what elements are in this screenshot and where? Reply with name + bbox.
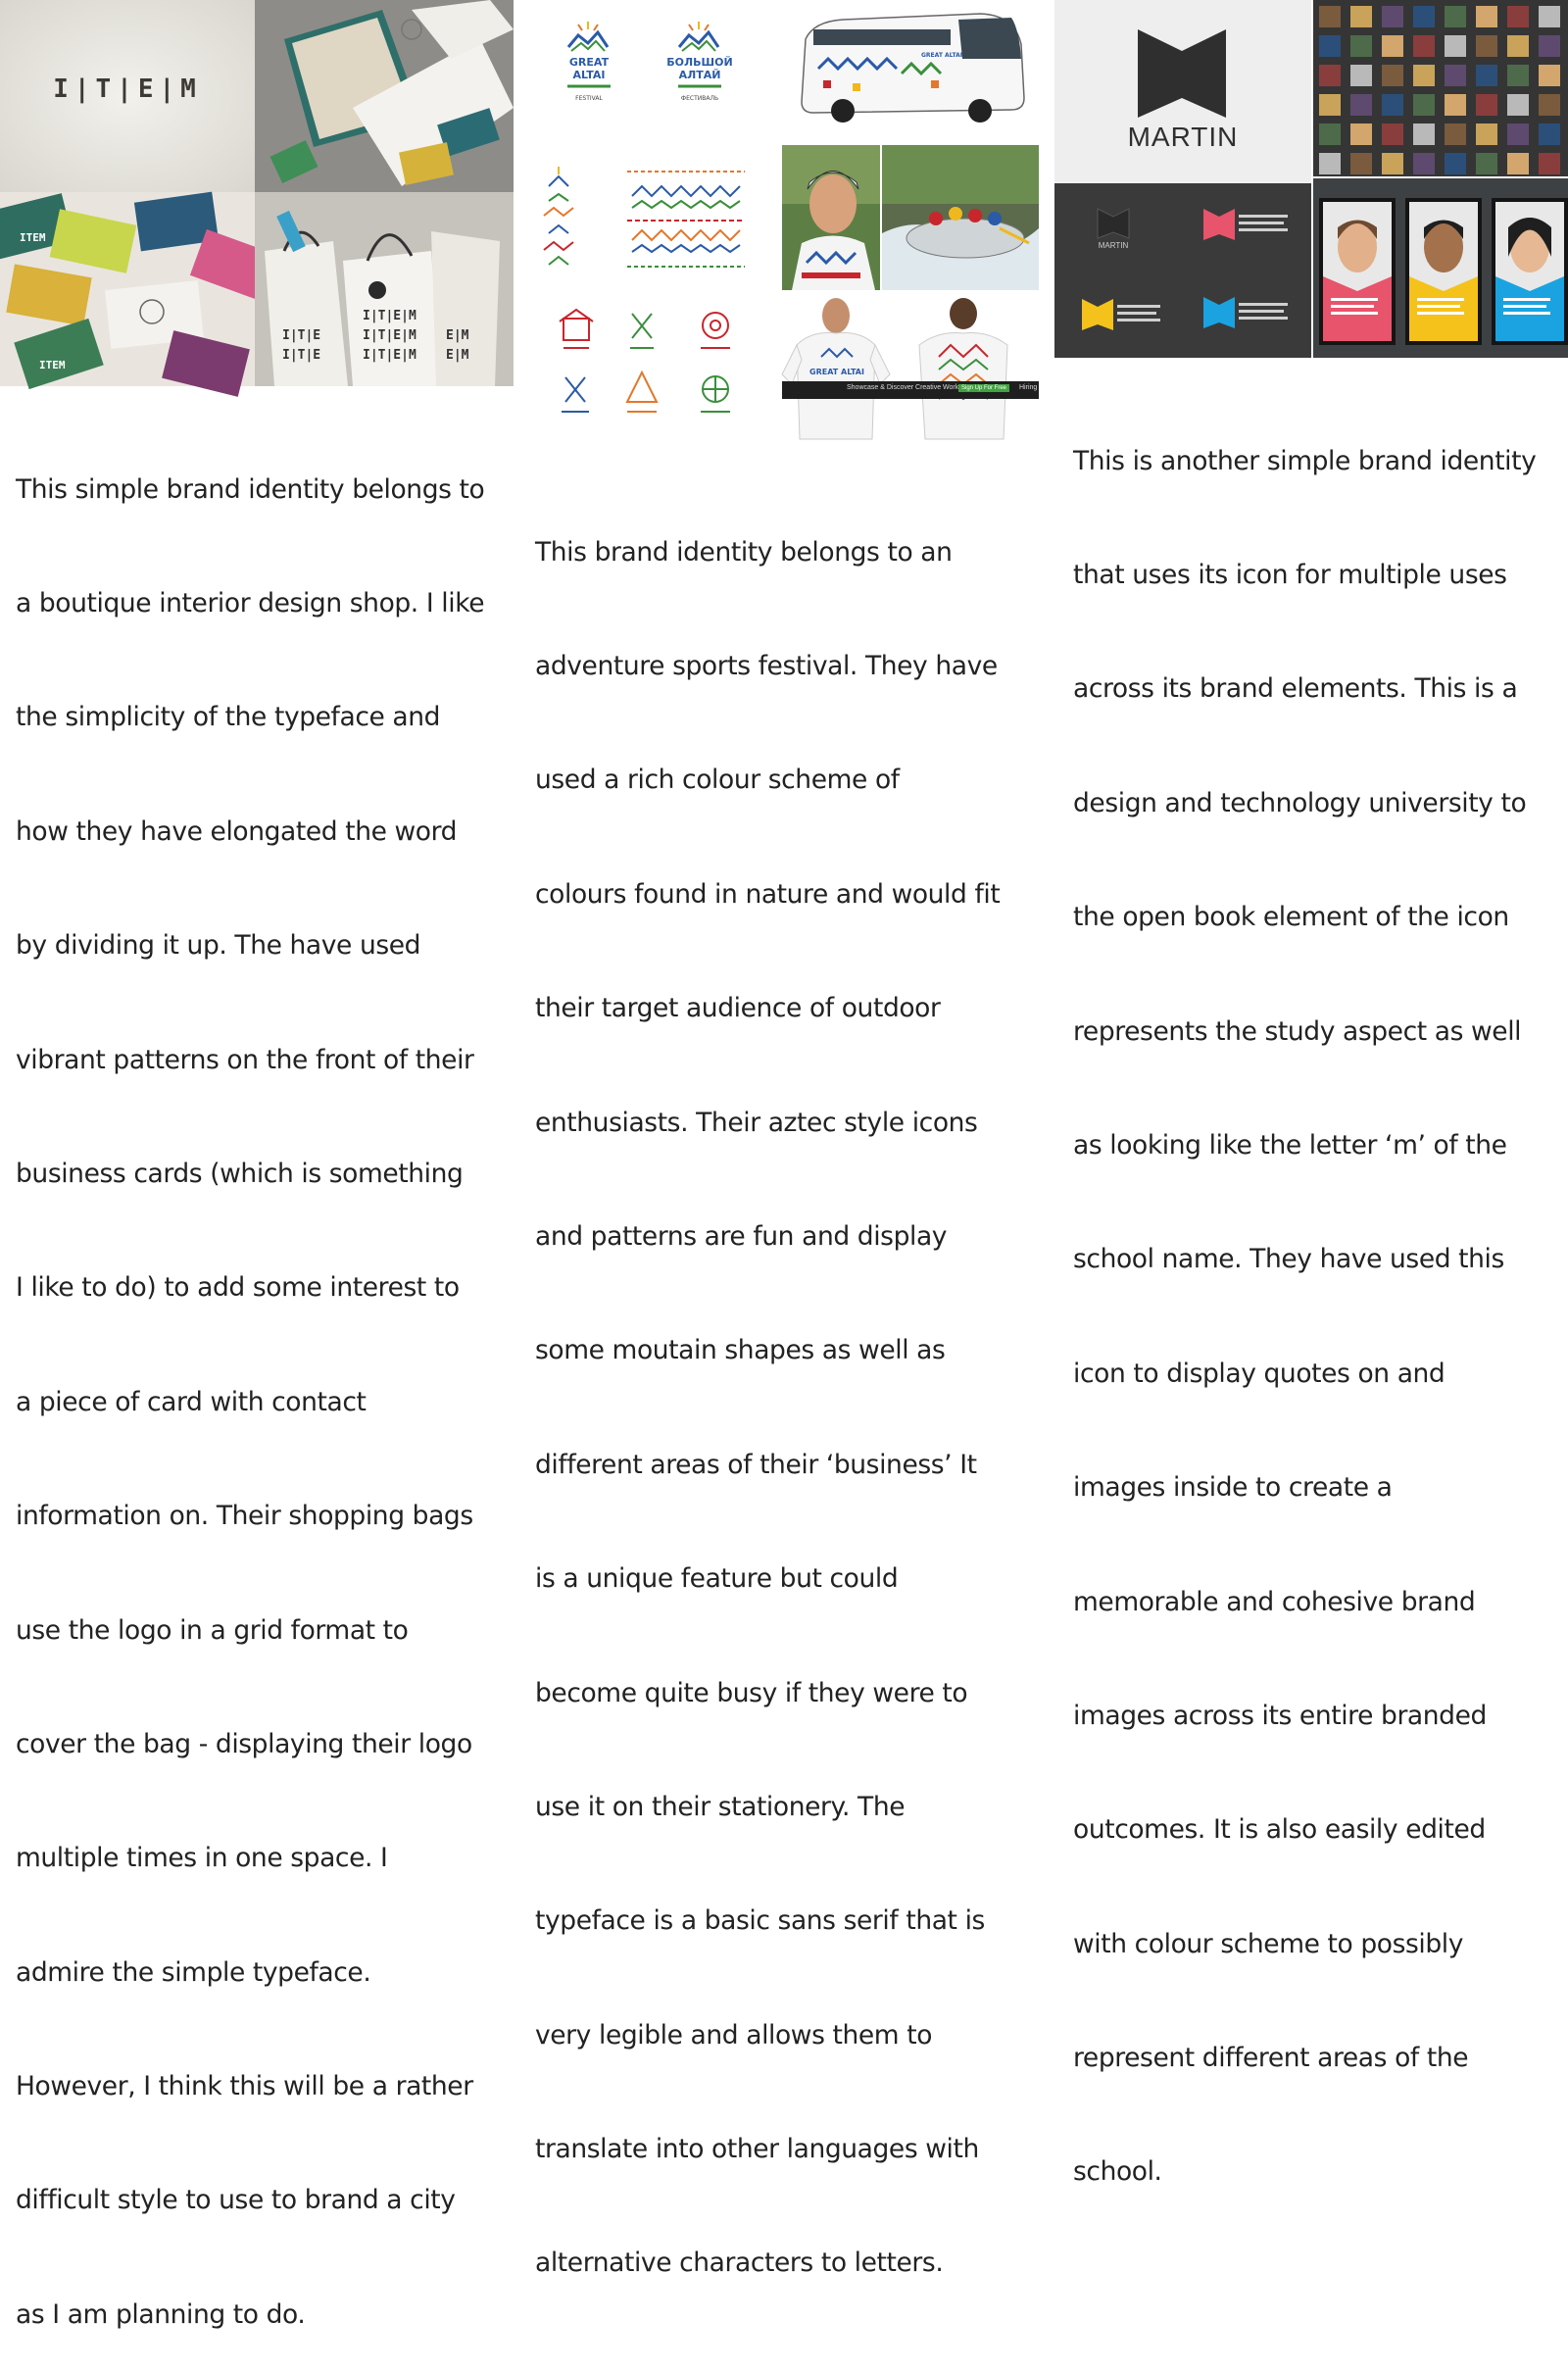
text-line: typeface is a basic sans serif that is — [535, 1905, 985, 1937]
text-line: some moutain shapes as well as — [535, 1335, 946, 1366]
grid-thumbnail — [1476, 124, 1497, 145]
grid-thumbnail — [1382, 153, 1403, 174]
text-line: information on. Their shopping bags — [16, 1501, 473, 1532]
item-shopping-bags-photo — [255, 192, 514, 386]
grid-thumbnail — [1319, 124, 1341, 145]
grid-thumbnail — [1445, 153, 1466, 174]
text-line: design and technology university to — [1073, 787, 1527, 818]
text-line: alternative characters to letters. — [535, 2248, 944, 2279]
icons-illustration — [544, 304, 769, 431]
text-line: school name. They have used this — [1073, 1244, 1504, 1275]
altai-ru-line1: БОЛЬШОЙ — [666, 56, 733, 69]
grid-thumbnail — [1382, 6, 1403, 27]
grid-thumbnail — [1445, 94, 1466, 116]
text-line: a boutique interior design shop. I like — [16, 587, 485, 618]
behance-banner — [782, 381, 1039, 399]
grid-thumbnail — [1350, 94, 1372, 116]
text-line: colours found in nature and would fit — [535, 878, 1001, 910]
grid-thumbnail — [1507, 124, 1529, 145]
altai-rafting-photo — [882, 145, 1039, 290]
altai-tshirts-photo — [782, 296, 1039, 439]
bus-text: GREAT ALTAI — [921, 52, 962, 59]
grid-thumbnail — [1539, 65, 1560, 86]
item-description — [16, 395, 484, 2372]
hiring-link[interactable]: Hiring — [1019, 384, 1038, 391]
grid-thumbnail — [1507, 65, 1529, 86]
grid-thumbnail — [1382, 65, 1403, 86]
text-line: different areas of their ‘business’ It — [535, 1449, 977, 1480]
portraits-illustration — [1313, 178, 1568, 358]
text-line: admire the simple typeface. — [16, 1956, 371, 1988]
grid-thumbnail — [1350, 35, 1372, 57]
text-line: This simple brand identity belongs to — [16, 473, 485, 505]
martin-grid-photo — [1313, 0, 1568, 176]
image-grid-illustration — [1313, 0, 1568, 176]
grid-thumbnail — [1445, 35, 1466, 57]
grid-thumbnail — [1350, 153, 1372, 174]
text-line: icon to display quotes on and — [1073, 1358, 1446, 1389]
text-line: how they have elongated the word — [16, 815, 458, 847]
business-cards-illustration — [0, 192, 255, 386]
svg-text:I|T|E|M: I|T|E|M — [363, 348, 416, 363]
item-logo-panel — [0, 0, 255, 192]
card-word: ITEM — [20, 231, 46, 244]
grid-thumbnail — [1382, 94, 1403, 116]
variants-illustration — [1054, 183, 1311, 358]
bus-illustration — [784, 0, 1039, 137]
grid-thumbnail — [1507, 153, 1529, 174]
grid-thumbnail — [1319, 6, 1341, 27]
grid-thumbnail — [1476, 153, 1497, 174]
text-line: business cards (which is something — [16, 1158, 464, 1189]
altai-description — [535, 458, 1000, 2321]
text-line: that uses its icon for multiple uses — [1073, 559, 1507, 590]
text-line: as looking like the letter ‘m’ of the — [1073, 1129, 1507, 1161]
text-line: This is another simple brand identity — [1073, 445, 1537, 476]
text-line: use the logo in a grid format to — [16, 1614, 409, 1646]
text-line: images inside to create a — [1073, 1472, 1393, 1504]
grid-thumbnail — [1507, 6, 1529, 27]
text-line: vibrant patterns on the front of their — [16, 1044, 474, 1075]
text-line: enthusiasts. Their aztec style icons — [535, 1107, 978, 1138]
grid-thumbnail — [1413, 35, 1435, 57]
text-line: outcomes. It is also easily edited — [1073, 1814, 1486, 1846]
text-line: represent different areas of the — [1073, 2043, 1469, 2074]
grid-thumbnail — [1350, 6, 1372, 27]
text-line: school. — [1073, 2156, 1162, 2188]
grid-thumbnail — [1539, 124, 1560, 145]
altai-kayaker-photo — [782, 145, 880, 290]
grid-thumbnail — [1382, 35, 1403, 57]
martin-logo-text: MARTIN — [1127, 122, 1239, 152]
grid-thumbnail — [1413, 153, 1435, 174]
altai-ru-line3: ФЕСТИВАЛЬ — [680, 95, 719, 102]
text-line: the open book element of the icon — [1073, 902, 1509, 933]
text-line: memorable and cohesive brand — [1073, 1586, 1476, 1617]
grid-thumbnail — [1445, 124, 1466, 145]
text-line: use it on their stationery. The — [535, 1791, 906, 1822]
martin-portraits-photo — [1313, 178, 1568, 358]
altai-logos-panel — [524, 0, 774, 142]
text-line: across its brand elements. This is a — [1073, 673, 1518, 705]
text-line: with colour scheme to possibly — [1073, 1928, 1464, 1959]
banner-text: Showcase & Discover Creative Work — [847, 384, 959, 391]
text-line: as I am planning to do. — [16, 2298, 306, 2330]
grid-thumbnail — [1413, 124, 1435, 145]
kayaker-illustration — [782, 145, 880, 290]
grid-thumbnail — [1413, 94, 1435, 116]
grid-thumbnail — [1413, 65, 1435, 86]
grid-thumbnail — [1319, 94, 1341, 116]
grid-thumbnail — [1476, 35, 1497, 57]
grid-thumbnail — [1319, 153, 1341, 174]
text-line: I like to do) to add some interest to — [16, 1272, 460, 1304]
pattern-illustration — [524, 147, 774, 289]
grid-thumbnail — [1382, 124, 1403, 145]
grid-thumbnail — [1539, 6, 1560, 27]
grid-thumbnail — [1350, 124, 1372, 145]
altai-en-line3: FESTIVAL — [575, 95, 603, 102]
item-stationery-photo — [255, 0, 514, 192]
grid-thumbnail — [1319, 35, 1341, 57]
grid-thumbnail — [1445, 6, 1466, 27]
item-logo-text: I|T|E|M — [53, 74, 202, 104]
text-line: by dividing it up. The have used — [16, 930, 421, 962]
martin-logo-panel — [1054, 0, 1311, 183]
martin-variants-panel — [1054, 183, 1311, 358]
text-line: multiple times in one space. I — [16, 1843, 388, 1874]
svg-text:I|T|E: I|T|E — [282, 328, 321, 343]
text-line: very legible and allows them to — [535, 2019, 933, 2051]
martin-description — [1073, 367, 1536, 2230]
grid-thumbnail — [1507, 94, 1529, 116]
text-line: images across its entire branded — [1073, 1700, 1487, 1731]
grid-thumbnail — [1445, 65, 1466, 86]
grid-thumbnail — [1476, 6, 1497, 27]
text-line: used a rich colour scheme of — [535, 765, 900, 796]
card-word: ITEM — [39, 359, 66, 371]
text-line: cover the bag - displaying their logo — [16, 1728, 472, 1759]
item-business-cards-photo — [0, 192, 255, 386]
grid-thumbnail — [1476, 94, 1497, 116]
text-line: However, I think this will be a rather — [16, 2071, 473, 2102]
martin-book-icon — [1054, 0, 1311, 183]
svg-text:E|M: E|M — [446, 348, 469, 363]
altai-en-line2: ALTAI — [572, 69, 606, 81]
grid-thumbnail — [1539, 35, 1560, 57]
text-line: This brand identity belongs to an — [535, 536, 953, 568]
tshirts-illustration — [782, 296, 1039, 439]
text-line: difficult style to use to brand a city — [16, 2185, 456, 2216]
grid-thumbnail — [1476, 65, 1497, 86]
text-line: the simplicity of the typeface and — [16, 702, 441, 733]
shopping-bags-illustration — [255, 192, 514, 386]
text-line: and patterns are fun and display — [535, 1220, 948, 1252]
altai-icons-panel — [544, 304, 769, 431]
text-line: their target audience of outdoor — [535, 993, 941, 1024]
text-line: adventure sports festival. They have — [535, 650, 998, 681]
text-line: represents the study aspect as well — [1073, 1015, 1522, 1047]
svg-text:E|M: E|M — [446, 328, 469, 343]
grid-thumbnail — [1350, 65, 1372, 86]
grid-thumbnail — [1319, 65, 1341, 86]
rafting-illustration — [882, 145, 1039, 290]
altai-patterns-panel — [524, 147, 774, 289]
grid-thumbnail — [1539, 94, 1560, 116]
shirt-text: GREAT ALTAI — [809, 368, 864, 376]
text-line: a piece of card with contact — [16, 1386, 367, 1417]
altai-ru-line2: АЛТАЙ — [678, 69, 721, 81]
altai-en-line1: GREAT — [568, 56, 610, 69]
signup-button[interactable]: Sign Up For Free — [958, 384, 1009, 392]
svg-text:I|T|E|M: I|T|E|M — [363, 309, 416, 323]
altai-bus-photo — [784, 0, 1039, 137]
svg-text:I|T|E: I|T|E — [282, 348, 321, 363]
text-line: translate into other languages with — [535, 2134, 979, 2165]
text-line: become quite busy if they were to — [535, 1677, 968, 1708]
text-line: is a unique feature but could — [535, 1563, 899, 1595]
grid-thumbnail — [1539, 153, 1560, 174]
grid-thumbnail — [1507, 35, 1529, 57]
stationery-illustration — [255, 0, 514, 192]
altai-logos-illustration — [524, 0, 774, 142]
martin-small-logo-text: MARTIN — [1098, 241, 1129, 250]
svg-text:I|T|E|M: I|T|E|M — [363, 328, 416, 343]
grid-thumbnail — [1413, 6, 1435, 27]
